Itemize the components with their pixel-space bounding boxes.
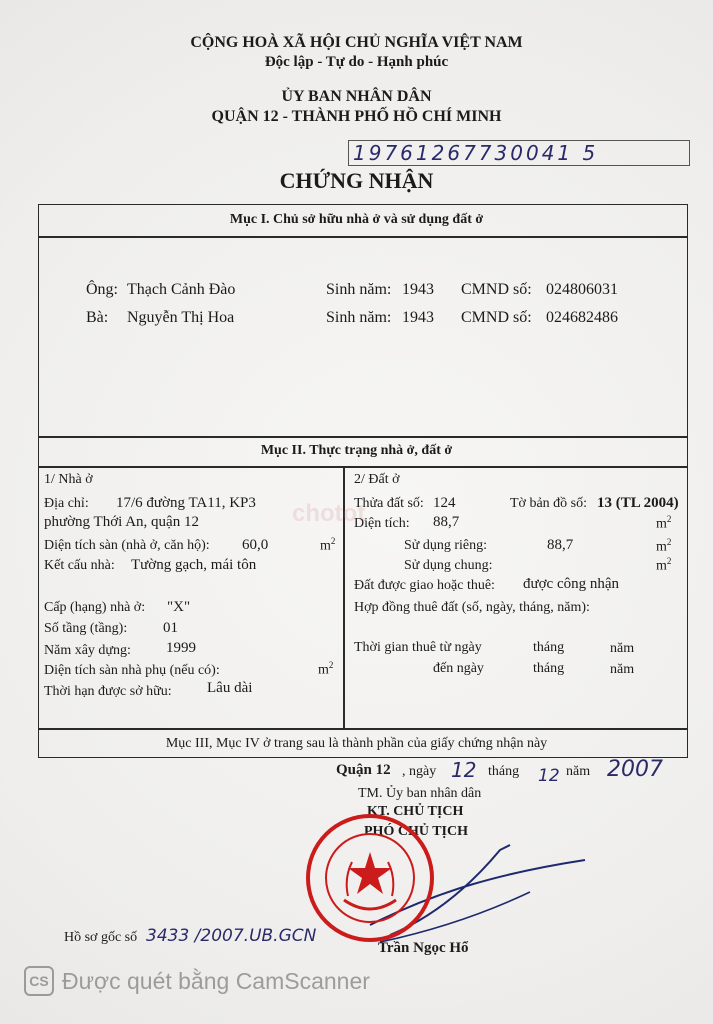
address-label: Địa chỉ: xyxy=(44,496,89,511)
divider xyxy=(38,728,688,730)
lease-label: Hợp đồng thuê đất (số, ngày, tháng, năm): xyxy=(354,600,590,615)
house-heading: 1/ Nhà ở xyxy=(44,472,93,487)
grade-label: Cấp (hạng) nhà ở: xyxy=(44,600,146,615)
motto: Độc lập - Tự do - Hạnh phúc xyxy=(264,54,449,70)
year-label: năm xyxy=(610,641,635,656)
aux-area-label: Diện tích sàn nhà phụ (nếu có): xyxy=(44,663,220,678)
birth-year: 1943 xyxy=(402,281,434,298)
id-number: 024682486 xyxy=(546,309,618,326)
role-vice-chair: KT. CHỦ TỊCH xyxy=(367,804,464,819)
serial-number-box xyxy=(348,140,690,166)
structure-value: Tường gạch, mái tôn xyxy=(131,557,257,573)
divider xyxy=(38,236,688,238)
birth-label: Sinh năm: xyxy=(326,309,392,326)
country-name: CỘNG HOÀ XÃ HỘI CHỦ NGHĨA VIỆT NAM xyxy=(190,34,523,51)
file-label: Hồ sơ gốc số xyxy=(64,930,138,945)
allocated-value: được công nhận xyxy=(523,576,620,592)
camscanner-footer xyxy=(24,966,370,996)
private-label: Sử dụng riêng: xyxy=(404,538,488,553)
unit-m2: $m^2$ xyxy=(656,537,672,555)
id-label: CMND số: xyxy=(461,309,532,326)
serial-number: 19761267730041 5 xyxy=(353,141,599,165)
sign-day: 12 xyxy=(451,758,477,782)
year-label: năm xyxy=(610,662,635,677)
map-value: 13 (TL 2004) xyxy=(597,495,679,511)
year-label: Năm xây dựng: xyxy=(44,643,131,658)
year-label: năm xyxy=(566,764,591,779)
role-deputy: PHÓ CHỦ TỊCH xyxy=(364,824,468,839)
unit-m2: $m^2$ xyxy=(320,536,336,554)
address-line1: 17/6 đường TA11, KP3 xyxy=(116,495,256,511)
sign-month: 12 xyxy=(538,766,560,786)
unit-m2: $m^2$ xyxy=(656,556,672,574)
owner-name: Nguyễn Thị Hoa xyxy=(127,309,235,326)
private-value: 88,7 xyxy=(547,537,574,553)
section2-title: Mục II. Thực trạng nhà ở, đất ở xyxy=(260,443,453,458)
birth-label: Sinh năm: xyxy=(326,281,392,298)
district-name: QUẬN 12 - THÀNH PHỐ HỒ CHÍ MINH xyxy=(211,108,502,125)
structure-label: Kết cấu nhà: xyxy=(44,558,115,573)
section1-title: Mục I. Chủ sở hữu nhà ở và sử dụng đất ở xyxy=(229,212,484,227)
tenure-value: Lâu dài xyxy=(207,680,253,696)
floor-area-label: Diện tích sàn (nhà ở, căn hộ): xyxy=(44,538,210,553)
month-label: tháng xyxy=(533,661,565,676)
official-seal-icon xyxy=(304,812,436,944)
plot-label: Thửa đất số: xyxy=(354,496,424,511)
footer-note: Mục III, Mục IV ở trang sau là thành phần của giấy chứng nhận này xyxy=(165,736,548,751)
map-label: Tờ bản đồ số: xyxy=(510,496,588,511)
on-behalf: TM. Ủy ban nhân dân xyxy=(358,786,482,801)
unit-m2: $m^2$ xyxy=(656,514,672,532)
lease-from-label: Thời gian thuê từ ngày xyxy=(354,640,482,655)
floor-area: 60,0 xyxy=(242,537,269,553)
unit-m2: $m^2$ xyxy=(318,660,334,678)
allocated-label: Đất được giao hoặc thuê: xyxy=(354,578,495,593)
id-number: 024806031 xyxy=(546,281,618,298)
owner-name: Thạch Cảnh Đào xyxy=(127,281,236,298)
month-label: tháng xyxy=(488,764,520,779)
sign-place: Quận 12 xyxy=(336,762,391,778)
floors-label: Số tầng (tầng): xyxy=(44,621,128,636)
signer-name: Trần Ngọc Hổ xyxy=(378,940,469,956)
tenure-label: Thời hạn được sở hữu: xyxy=(44,684,172,699)
divider xyxy=(38,436,688,438)
day-label: , ngày xyxy=(402,764,437,779)
owner-prefix: Ông: xyxy=(86,281,118,298)
plot-value: 124 xyxy=(433,495,456,511)
file-number: 3433 /2007.UB.GCN xyxy=(146,926,317,946)
area-value: 88,7 xyxy=(433,514,460,530)
id-label: CMND số: xyxy=(461,281,532,298)
watermark: chotot xyxy=(292,500,366,527)
sign-year: 2007 xyxy=(607,757,663,782)
lease-to-label: đến ngày xyxy=(433,661,484,676)
grade-value: "X" xyxy=(167,599,191,615)
divider xyxy=(38,466,688,468)
camscanner-logo-icon: CS xyxy=(24,966,54,996)
area-label: Diện tích: xyxy=(354,516,410,531)
shared-label: Sử dụng chung: xyxy=(404,558,493,573)
land-heading: 2/ Đất ở xyxy=(354,472,400,487)
owner-prefix: Bà: xyxy=(86,309,109,326)
address-line2: phường Thới An, quận 12 xyxy=(44,514,199,530)
document-title: CHỨNG NHẬN xyxy=(279,168,434,193)
authority-name: ỦY BAN NHÂN DÂN xyxy=(281,88,432,105)
year-value: 1999 xyxy=(166,640,196,656)
floors-value: 01 xyxy=(163,620,178,636)
birth-year: 1943 xyxy=(402,309,434,326)
month-label: tháng xyxy=(533,640,565,655)
camscanner-text: Được quét bằng CamScanner xyxy=(62,967,370,994)
